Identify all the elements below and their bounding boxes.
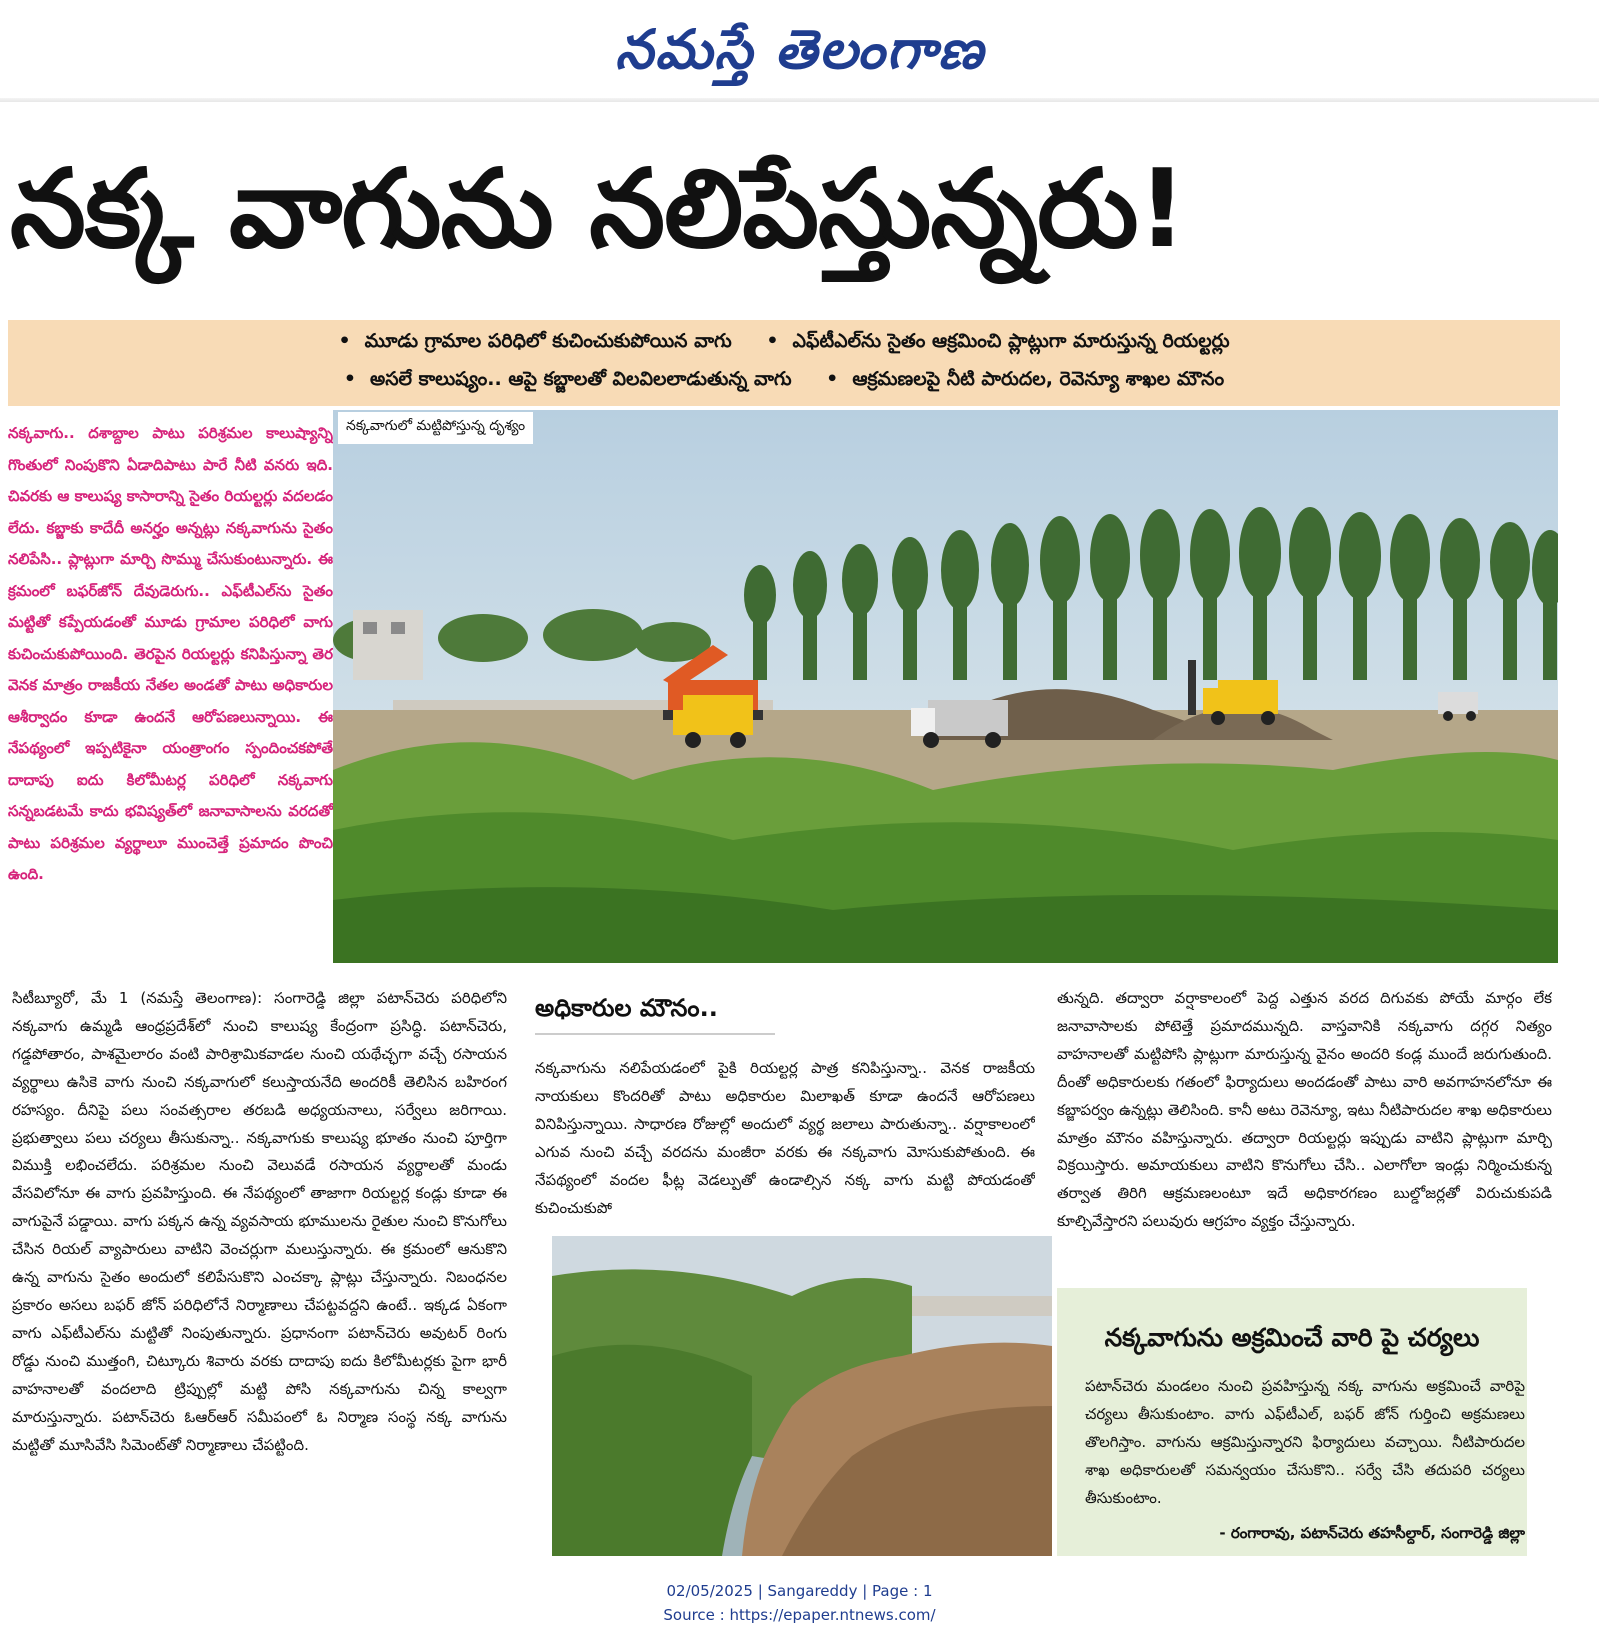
construction-site-photo [333, 410, 1558, 963]
subheading: అధికారుల మౌనం.. [535, 994, 718, 1022]
secondary-photo [552, 1236, 1052, 1556]
highlights-band [8, 320, 1560, 406]
main-photo [333, 410, 1558, 963]
highlight-item: • ఆక్రమణలపై నీటి పారుదల, రెవెన్యూ శాఖల మౌనం [826, 368, 1224, 390]
footer-edition-info: 02/05/2025 | Sangareddy | Page : 1 [666, 1582, 933, 1600]
masthead-logo: నమస్తే తెలంగాణ [615, 18, 985, 81]
highlight-item: • ఎఫ్‌టీఎల్‌ను సైతం ఆక్రమించి ప్లాట్లుగా మారుస్తున్న రియల్టర్లు [766, 330, 1229, 352]
photo-caption: నక్కవాగులో మట్టిపోస్తున్న దృశ్యం [338, 412, 533, 444]
quote-box-title: నక్కవాగును అక్రమించే వారి పై చర్యలు [1104, 1323, 1480, 1352]
headline: నక్క వాగును నలిపేస్తున్నరు! [10, 147, 1186, 272]
quote-box-signature: - రంగారావు, పటాన్‌చెరు తహసీల్దార్, సంగారెడ్డి జిల్లా [1219, 1524, 1525, 1542]
footer-source-link[interactable]: Source : https://epaper.ntnews.com/ [663, 1606, 936, 1624]
highlight-item: • మూడు గ్రామాల పరిధిలో కుచించుకుపోయిన వాగు [338, 330, 731, 352]
article-column-2: నక్కవాగును నలిపేయడంలో పైకి రియల్టర్ల పాత్ర కనిపిస్తున్నా.. వెనక రాజకీయ నాయకులు కొందరితో పాటు అధికారుల మిలాఖత్ కూడా ఉందనే ఆరోపణలు వినిపిస్తున్నాయి. సాధారణ రోజుల్లో అందులో వ్యర్థ జలాలు పారుతున్నా.. వర్షాకాలంలో ఎగువ నుంచి వచ్చే వరదను మంజీరా వరకు ఈ నక్కవాగు మోసుకుపోతుంది. ఈ నేపథ్యంలో వందల ఫీట్ల వెడల్పుతో ఉండాల్సిన నక్క వాగు మట్టి పోయడంతో కుచించుకుపో [535, 1059, 1035, 1217]
article-column-1: సిటీబ్యూరో, మే 1 (నమస్తే తెలంగాణ): సంగారెడ్డి జిల్లా పటాన్‌చెరు పరిధిలోని నక్కవాగు ఉమ్మడి ఆంధ్రప్రదేశ్‌లో నుంచి కాలుష్య కేంద్రంగా ప్రసిద్ధి. పటాన్‌చెరు, గడ్డపోతారం, పాశమైలారం వంటి పారిశ్రామికవాడల నుంచి యథేచ్ఛగా వచ్చే రసాయన వ్యర్థాలు ఉసికె వాగు నుంచి నక్కవాగులో కలుస్తాయనేది అందరికీ తెలిసిన బహిరంగ రహస్యం. దీనిపై పలు సంవత్సరాల తరబడి అధ్యయనాలు, సర్వేలు జరిగాయి. ప్రభుత్వాలు పలు చర్యలు తీసుకున్నా.. నక్కవాగుకు కాలుష్య భూతం నుంచి పూర్తిగా విముక్తి లభించలేదు. పరిశ్రమల నుంచి వెలువడే రసాయన వ్యర్థాలతో మండు వేసవిలోనూ ఈ వాగు ప్రవహిస్తుంది. ఈ నేపథ్యంలో తాజాగా రియల్టర్ల కండ్లు కూడా ఈ వాగుపైనే పడ్డాయి. వాగు పక్కన ఉన్న వ్యవసాయ భూములను రైతుల నుంచి కొనుగోలు చేసిన రియల్ వ్యాపారులు వాటిని వెంచర్లుగా మలుస్తున్నారు. ఈ క్రమంలో ఆనుకొని ఉన్న వాగును సైతం అందులో కలిపేసుకొని ఎంచక్కా ప్లాట్లు చేస్తున్నారు. నిబంధనల ప్రకారం అసలు బఫర్ జోన్ పరిధిలోనే నిర్మాణాలు చేపట్టవద్దని ఉంటే.. ఇక్కడ ఏకంగా వాగు ఎఫ్‌టీఎల్‌ను మట్టితో నింపుతున్నారు. ప్రధానంగా పటాన్‌చెరు అవుటర్ రింగు రోడ్డు నుంచి ముత్తంగి, చిట్కూరు శివారు వరకు దాదాపు ఐదు కిలోమీటర్లకు పైగా భారీ వాహనాలతో వందలాది ట్రిప్పుల్లో మట్టి పోసి నక్కవాగును చిన్న కాల్వగా మారుస్తున్నారు. పటాన్‌చెరు ఓఆర్‌ఆర్ సమీపంలో ఓ నిర్మాణ సంస్థ నక్క వాగును మట్టితో మూసివేసి సిమెంట్‌తో నిర్మాణాలు చేపట్టింది. [12, 989, 507, 1454]
highlights-row-1 [8, 330, 1560, 357]
subheading-divider [535, 1033, 775, 1035]
highlight-item: • అసలే కాలుష్యం.. ఆపై కబ్జాలతో విలవిలలాడుతున్న వాగు [344, 368, 792, 390]
article-column-3: తున్నది. తద్వారా వర్షాకాలంలో పెద్ద ఎత్తున వరద దిగువకు పోయే మార్గం లేక జనావాసాలకు పోటెత్తే ప్రమాదమున్నది. వాస్తవానికి నక్కవాగు దగ్గర నిత్యం వాహనాలతో మట్టిపోసి ప్లాట్లుగా మారుస్తున్న వైనం అందరి కండ్ల ముందే జరుగుతుంది. దీంతో అధికారులకు గతంలో ఫిర్యాదులు అందడంతో పాటు వారి అవగాహనలోనూ ఈ కబ్జాపర్వం ఉన్నట్లు తెలిసింది. కానీ అటు రెవెన్యూ, ఇటు నీటిపారుదల శాఖ అధికారులు మాత్రం మౌనం వహిస్తున్నారు. తద్వారా రియల్టర్లు ఇప్పుడు వాటిని ప్లాట్లుగా మార్చి విక్రయిస్తారు. అమాయకులు వాటిని కొనుగోలు చేసి.. ఎలాగోలా ఇండ్లు నిర్మించుకున్న తర్వాత తిరిగి ఆక్రమణలంటూ ఇదే అధికారగణం బుల్డోజర్లతో విరుచుకుపడి కూల్చివేస్తారని పలువురు ఆగ్రహం వ్యక్తం చేస్తున్నారు. [1057, 989, 1552, 1231]
masthead-divider [0, 98, 1599, 102]
intro-paragraph: నక్కవాగు.. దశాబ్దాల పాటు పరిశ్రమల కాలుష్యాన్ని గొంతులో నింపుకొని ఏడాదిపాటు పారే నీటి వనరు ఇది. చివరకు ఆ కాలుష్య కాసారాన్ని సైతం రియల్టర్లు వదలడం లేదు. కబ్జాకు కాదేదీ అనర్హం అన్నట్లు నక్కవాగును సైతం నలిపేసి.. ప్లాట్లుగా మార్చి సొమ్ము చేసుకుంటున్నారు. ఈ క్రమంలో బఫర్‌జోన్ దేవుడెరుగు.. ఎఫ్‌టీఎల్‌ను సైతం మట్టితో కప్పేయడంతో మూడు గ్రామాల పరిధిలో వాగు కుచించుకుపోయింది. తెరపైన రియల్టర్లు కనిపిస్తున్నా తెర వెనక మాత్రం రాజకీయ నేతల అండతో పాటు అధికారుల ఆశీర్వాదం కూడా ఉందనే ఆరోపణలున్నాయి. ఈ నేపథ్యంలో ఇప్పటికైనా యంత్రాంగం స్పందించకపోతే దాదాపు ఐదు కిలోమీటర్ల పరిధిలో నక్కవాగు సన్నబడటమే కాదు భవిష్యత్‌లో జనావాసాలను వరదతో పాటు పరిశ్రమల వ్యర్థాలూ ముంచెత్తే ప్రమాదం పొంచి ఉంది. [8, 424, 333, 883]
highlights-row-2 [8, 368, 1560, 395]
stream-soil-photo [552, 1236, 1052, 1556]
quote-box-body: పటాన్‌చెరు మండలం నుంచి ప్రవహిస్తున్న నక్క వాగును అక్రమించే వారిపై చర్యలు తీసుకుంటాం. వాగు ఎఫ్‌టీఎల్, బఫర్ జోన్ గుర్తించి అక్రమణలు తొలగిస్తాం. వాగును ఆక్రమిస్తున్నారని ఫిర్యాదులు వచ్చాయి. నీటిపారుదల శాఖ అధికారులతో సమన్వయం చేసుకొని.. సర్వే చేసి తదుపరి చర్యలు తీసుకుంటాం. [1085, 1377, 1525, 1507]
